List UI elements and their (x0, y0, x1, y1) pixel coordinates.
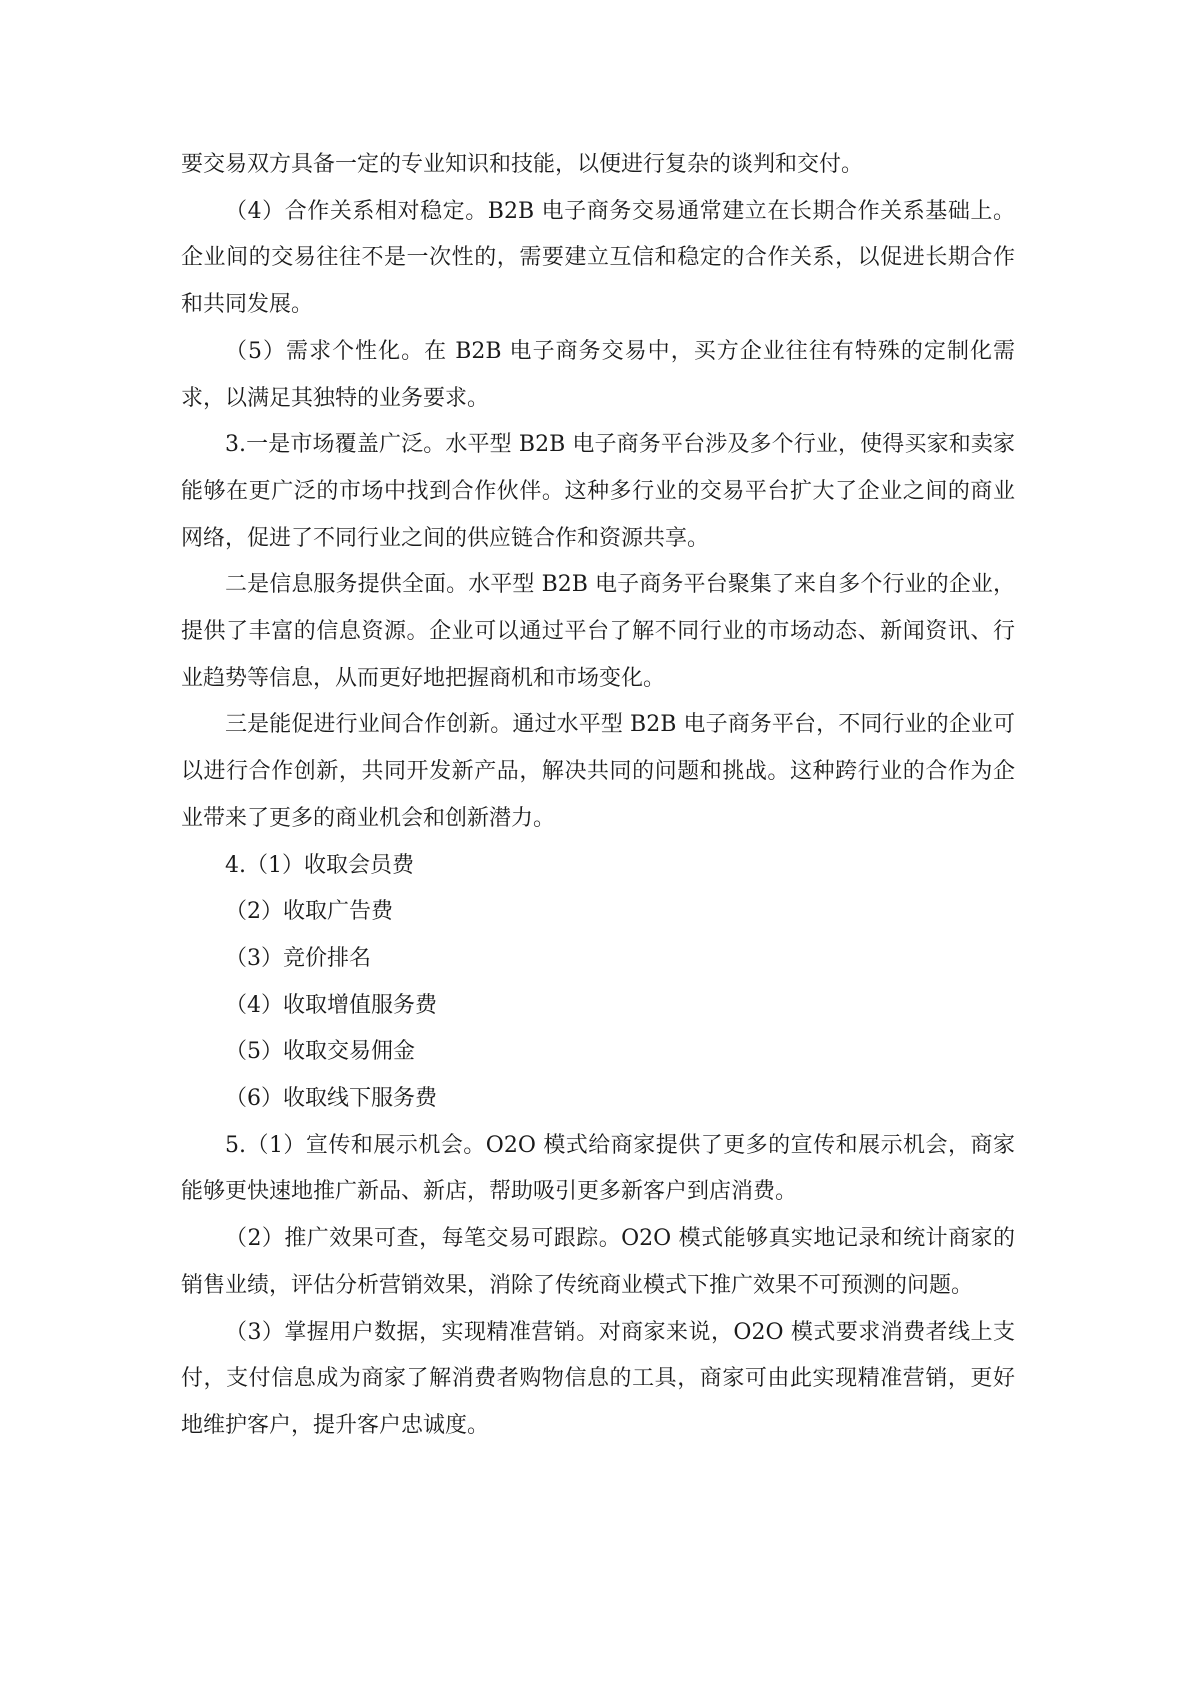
list-item-value-added-fee: （4）收取增值服务费 (225, 992, 437, 1018)
list-item-advertising-fee: （2）收取广告费 (225, 899, 393, 925)
list-item-membership-fee: 4.（1）收取会员费 (225, 852, 414, 878)
paragraph-answer-3-information: 二是信息服务提供全面。水平型 B2B 电子商务平台聚集了来自多个行业的企业，提供了丰富的信息资源。企业可以通过平台了解不同行业的市场动态、新闻资讯、行业趋势等信息，从而更好地把握商机和市场变化。 (181, 572, 1015, 691)
list-item-transaction-commission: （5）收取交易佣金 (225, 1039, 415, 1065)
body-text (181, 142, 1015, 1450)
paragraph-continuation: 要交易双方具备一定的专业知识和技能，以便进行复杂的谈判和交付。 (181, 152, 864, 177)
paragraph-answer-3-market: 3.一是市场覆盖广泛。水平型 B2B 电子商务平台涉及多个行业，使得买家和卖家能够在更广泛的市场中找到合作伙伴。这种多行业的交易平台扩大了企业之间的商业网络，促进了不同行业之间的供应链合作和资源共享。 (181, 432, 1015, 551)
paragraph-b2b-cooperation: （4）合作关系相对稳定。B2B 电子商务交易通常建立在长期合作关系基础上。企业间的交易往往不是一次性的，需要建立互信和稳定的合作关系，以促进长期合作和共同发展。 (181, 198, 1015, 318)
paragraph-answer-5-tracking: （2）推广效果可查，每笔交易可跟踪。O2O 模式能够真实地记录和统计商家的销售业绩，评估分析营销效果，消除了传统商业模式下推广效果不可预测的问题。 (181, 1226, 1015, 1298)
list-item-offline-service-fee: （6）收取线下服务费 (225, 1086, 437, 1112)
list-item-bidding-ranking: （3）竞价排名 (225, 945, 371, 971)
paragraph-b2b-personalization: （5）需求个性化。在 B2B 电子商务交易中，买方企业往往有特殊的定制化需求，以满足其独特的业务要求。 (181, 338, 1015, 411)
paragraph-answer-3-innovation: 三是能促进行业间合作创新。通过水平型 B2B 电子商务平台，不同行业的企业可以进行合作创新，共同开发新产品，解决共同的问题和挑战。这种跨行业的合作为企业带来了更多的商业机会和创新潜力。 (181, 712, 1015, 831)
paragraph-answer-5-promotion: 5.（1）宣传和展示机会。O2O 模式给商家提供了更多的宣传和展示机会，商家能够更快速地推广新品、新店，帮助吸引更多新客户到店消费。 (181, 1132, 1015, 1205)
paragraph-answer-5-precision-marketing: （3）掌握用户数据，实现精准营销。对商家来说，O2O 模式要求消费者线上支付，支付信息成为商家了解消费者购物信息的工具，商家可由此实现精准营销，更好地维护客户，提升客户忠诚度。 (181, 1319, 1015, 1438)
